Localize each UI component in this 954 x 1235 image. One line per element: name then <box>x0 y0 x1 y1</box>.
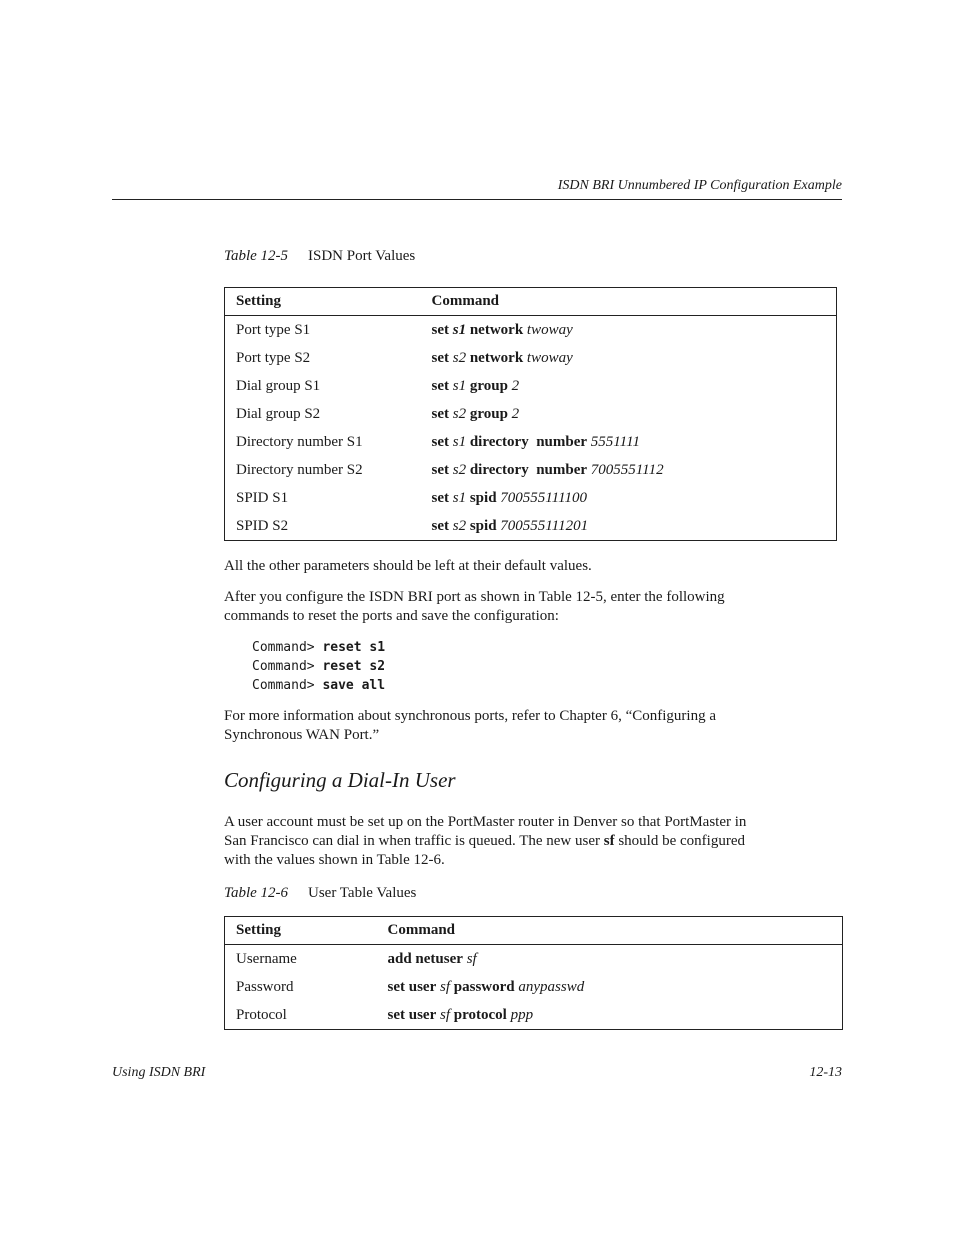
command-argument: twoway <box>526 349 573 366</box>
command-cell <box>421 512 837 541</box>
command-argument: 5551111 <box>590 433 640 450</box>
command-line <box>252 638 385 657</box>
command-argument: sf <box>440 978 451 995</box>
table-title: User Table Values <box>308 885 417 901</box>
table-row <box>225 372 837 400</box>
command-keyword: set <box>431 405 449 422</box>
command-keyword: set <box>431 517 449 534</box>
command-line <box>252 657 385 676</box>
command-cell <box>421 316 837 345</box>
command-argument: sf <box>440 1006 451 1023</box>
table-row <box>225 1001 843 1030</box>
setting-cell: Username <box>236 950 297 967</box>
command-argument: 700555111100 <box>500 489 587 506</box>
text-run: San Francisco can dial in when traffic is queued. The new user <box>224 833 604 849</box>
username-bold: sf <box>603 833 615 849</box>
command-keyword: set <box>431 321 449 338</box>
command-argument: s1 <box>452 377 467 394</box>
command-argument: s1 <box>452 489 467 506</box>
command-argument: twoway <box>526 321 573 338</box>
setting-cell: Directory number S1 <box>236 433 363 450</box>
setting-cell: Dial group S1 <box>236 377 321 394</box>
command-keyword: directory number <box>469 461 588 478</box>
column-header-setting: Setting <box>225 917 377 945</box>
command-keyword: spid <box>469 489 497 506</box>
table-row <box>225 316 837 345</box>
paragraph-defaults: All the other parameters should be left at their default values. <box>224 558 592 574</box>
paragraph-line: After you configure the ISDN BRI port as shown in Table 12-5, enter the following <box>224 589 725 605</box>
command-prompt: Command> <box>252 678 315 693</box>
command-cell <box>421 344 837 372</box>
table-caption <box>224 248 415 265</box>
command-text: reset s1 <box>322 640 386 655</box>
command-block <box>252 638 385 695</box>
section-heading: Configuring a Dial-In User <box>224 768 456 792</box>
command-cell <box>421 428 837 456</box>
command-argument: s1 <box>452 433 467 450</box>
command-argument: 700555111201 <box>500 517 589 534</box>
setting-cell: SPID S2 <box>236 517 289 534</box>
paragraph-line <box>224 832 746 851</box>
setting-cell: Password <box>236 978 294 995</box>
paragraph-line: For more information about synchronous ports, refer to Chapter 6, “Configuring a <box>224 708 716 724</box>
command-argument: anypasswd <box>518 978 585 995</box>
table-row <box>225 400 837 428</box>
command-cell <box>377 973 843 1001</box>
command-keyword: password <box>453 978 515 995</box>
table-row <box>225 344 837 372</box>
command-keyword: set user <box>387 1006 437 1023</box>
command-keyword: set user <box>387 978 437 995</box>
command-keyword: group <box>469 377 508 394</box>
table-row <box>225 456 837 484</box>
table-row <box>225 484 837 512</box>
command-keyword: network <box>469 349 524 366</box>
command-keyword: set <box>431 377 449 394</box>
page-number: 12-13 <box>809 1065 842 1080</box>
command-cell <box>421 484 837 512</box>
isdn-port-values-table <box>224 287 837 541</box>
column-header-setting: Setting <box>225 288 421 316</box>
table-row <box>225 428 837 456</box>
command-argument: s2 <box>452 405 467 422</box>
command-argument: 2 <box>511 405 520 422</box>
command-keyword: group <box>469 405 508 422</box>
table-number: Table 12-5 <box>224 248 289 264</box>
table-body <box>225 316 837 541</box>
paragraph-line: A user account must be set up on the PortMaster router in Denver so that PortMaster in <box>224 814 747 830</box>
command-keyword: set <box>431 349 449 366</box>
command-cell <box>421 400 837 428</box>
command-cell <box>377 945 843 974</box>
command-keyword: network <box>469 321 524 338</box>
command-prompt: Command> <box>252 659 315 674</box>
command-argument: sf <box>466 950 477 967</box>
column-header-command: Command <box>421 288 837 316</box>
header-rule <box>112 199 842 200</box>
command-cell <box>377 1001 843 1030</box>
paragraph-line: commands to reset the ports and save the configuration: <box>224 608 559 624</box>
command-argument: ppp <box>510 1006 534 1023</box>
command-argument: s2 <box>452 349 467 366</box>
command-keyword: add netuser <box>387 950 463 967</box>
setting-cell: Protocol <box>236 1006 287 1023</box>
paragraph-user-account <box>224 813 746 870</box>
command-keyword: set <box>431 433 449 450</box>
command-cell <box>421 456 837 484</box>
table-number: Table 12-6 <box>224 885 289 901</box>
running-header: ISDN BRI Unnumbered IP Configuration Example <box>557 178 842 193</box>
table-caption <box>224 885 416 902</box>
command-keyword: protocol <box>453 1006 507 1023</box>
command-keyword: s1 <box>452 321 467 338</box>
command-argument: s2 <box>452 517 467 534</box>
command-cell <box>421 372 837 400</box>
command-keyword: set <box>431 489 449 506</box>
table-body <box>225 945 843 1030</box>
command-argument: 7005551112 <box>590 461 664 478</box>
setting-cell: Port type S2 <box>236 349 311 366</box>
command-argument: s2 <box>452 461 467 478</box>
user-table-values-table <box>224 916 843 1030</box>
table-row <box>225 945 843 974</box>
command-argument: 2 <box>511 377 520 394</box>
table-row <box>225 512 837 541</box>
command-text: save all <box>322 678 386 693</box>
command-keyword: set <box>431 461 449 478</box>
command-text: reset s2 <box>322 659 386 674</box>
command-keyword: directory number <box>469 433 588 450</box>
text-run: should be configured <box>614 833 745 849</box>
table-row <box>225 973 843 1001</box>
command-line <box>252 676 385 695</box>
paragraph-more-info <box>224 707 716 745</box>
setting-cell: SPID S1 <box>236 489 289 506</box>
paragraph-after-configure <box>224 588 725 626</box>
command-prompt: Command> <box>252 640 315 655</box>
table-title: ISDN Port Values <box>308 248 416 264</box>
command-keyword: spid <box>469 517 497 534</box>
setting-cell: Dial group S2 <box>236 405 321 422</box>
setting-cell: Directory number S2 <box>236 461 363 478</box>
setting-cell: Port type S1 <box>236 321 311 338</box>
column-header-command: Command <box>377 917 843 945</box>
footer-chapter: Using ISDN BRI <box>112 1065 206 1080</box>
paragraph-line: Synchronous WAN Port.” <box>224 727 380 743</box>
paragraph-line: with the values shown in Table 12-6. <box>224 852 445 868</box>
